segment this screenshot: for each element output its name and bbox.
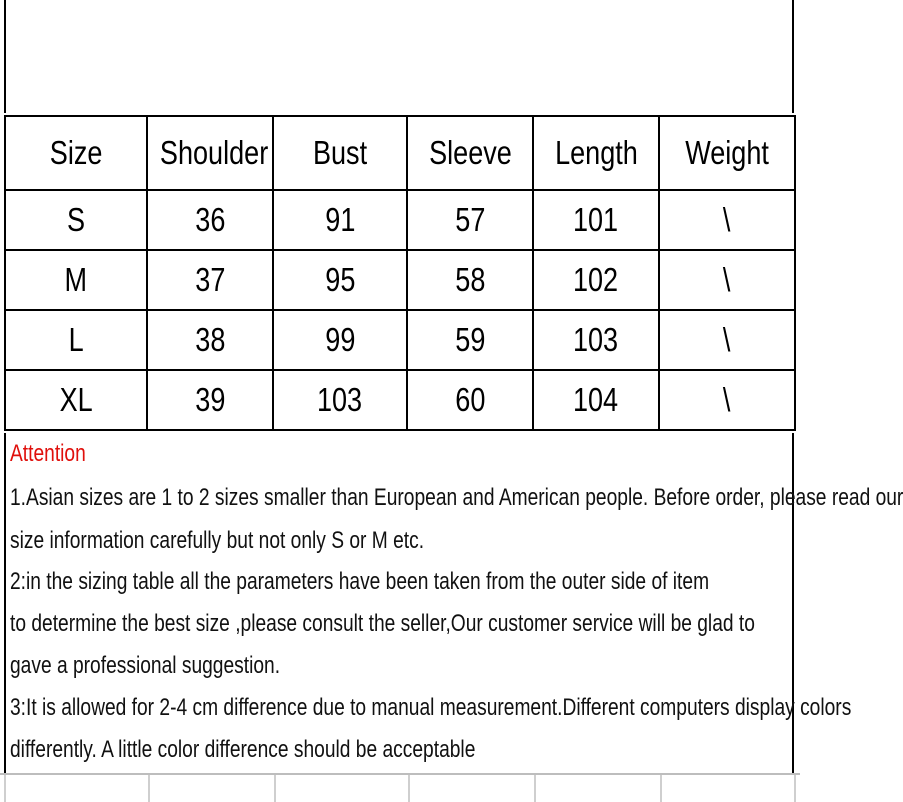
table-cell: L xyxy=(5,310,147,370)
table-cell: 101 xyxy=(533,190,659,250)
table-header-row xyxy=(5,116,795,190)
table-cell: \ xyxy=(659,190,795,250)
table-row xyxy=(5,250,795,310)
table-cell: 60 xyxy=(407,370,533,430)
notes-section xyxy=(4,433,903,773)
table-cell: XL xyxy=(5,370,147,430)
header-length: Length xyxy=(533,116,659,190)
header-sleeve: Sleeve xyxy=(407,116,533,190)
size-chart-table xyxy=(4,115,796,431)
grid-divider xyxy=(4,775,6,802)
attention-heading: Attention xyxy=(10,440,86,467)
blank-header-area xyxy=(4,0,794,113)
spreadsheet-gridlines xyxy=(0,773,800,802)
note-line: to determine the best size ,please consult the seller,Our customer service will be glad to xyxy=(10,610,755,637)
table-cell: 99 xyxy=(273,310,407,370)
table-cell: M xyxy=(5,250,147,310)
grid-divider xyxy=(794,775,796,802)
note-line: differently. A little color difference should be acceptable xyxy=(10,736,476,763)
table-row xyxy=(5,310,795,370)
header-weight: Weight xyxy=(659,116,795,190)
note-line: 3:It is allowed for 2-4 cm difference due to manual measurement.Different computers display colors xyxy=(10,694,852,721)
table-cell: 58 xyxy=(407,250,533,310)
table-cell: 37 xyxy=(147,250,273,310)
table-cell: 103 xyxy=(273,370,407,430)
table-cell: 102 xyxy=(533,250,659,310)
table-cell: 36 xyxy=(147,190,273,250)
table-cell: \ xyxy=(659,250,795,310)
grid-divider xyxy=(534,775,536,802)
header-size: Size xyxy=(5,116,147,190)
table-cell: 91 xyxy=(273,190,407,250)
table-cell: 104 xyxy=(533,370,659,430)
note-line: size information carefully but not only S or M etc. xyxy=(10,527,425,554)
table-row xyxy=(5,370,795,430)
table-cell: 59 xyxy=(407,310,533,370)
table-cell: 95 xyxy=(273,250,407,310)
header-shoulder: Shoulder xyxy=(147,116,273,190)
grid-divider xyxy=(660,775,662,802)
table-cell: \ xyxy=(659,310,795,370)
grid-divider xyxy=(408,775,410,802)
note-line: gave a professional suggestion. xyxy=(10,652,281,679)
note-line: 2:in the sizing table all the parameters have been taken from the outer side of item xyxy=(10,568,710,595)
table-cell: \ xyxy=(659,370,795,430)
grid-divider xyxy=(148,775,150,802)
table-cell: 39 xyxy=(147,370,273,430)
grid-divider xyxy=(274,775,276,802)
table-cell: S xyxy=(5,190,147,250)
table-cell: 103 xyxy=(533,310,659,370)
header-bust: Bust xyxy=(273,116,407,190)
note-line: 1.Asian sizes are 1 to 2 sizes smaller than European and American people. Before order, please read our xyxy=(10,484,903,511)
table-cell: 57 xyxy=(407,190,533,250)
table-row xyxy=(5,190,795,250)
table-cell: 38 xyxy=(147,310,273,370)
